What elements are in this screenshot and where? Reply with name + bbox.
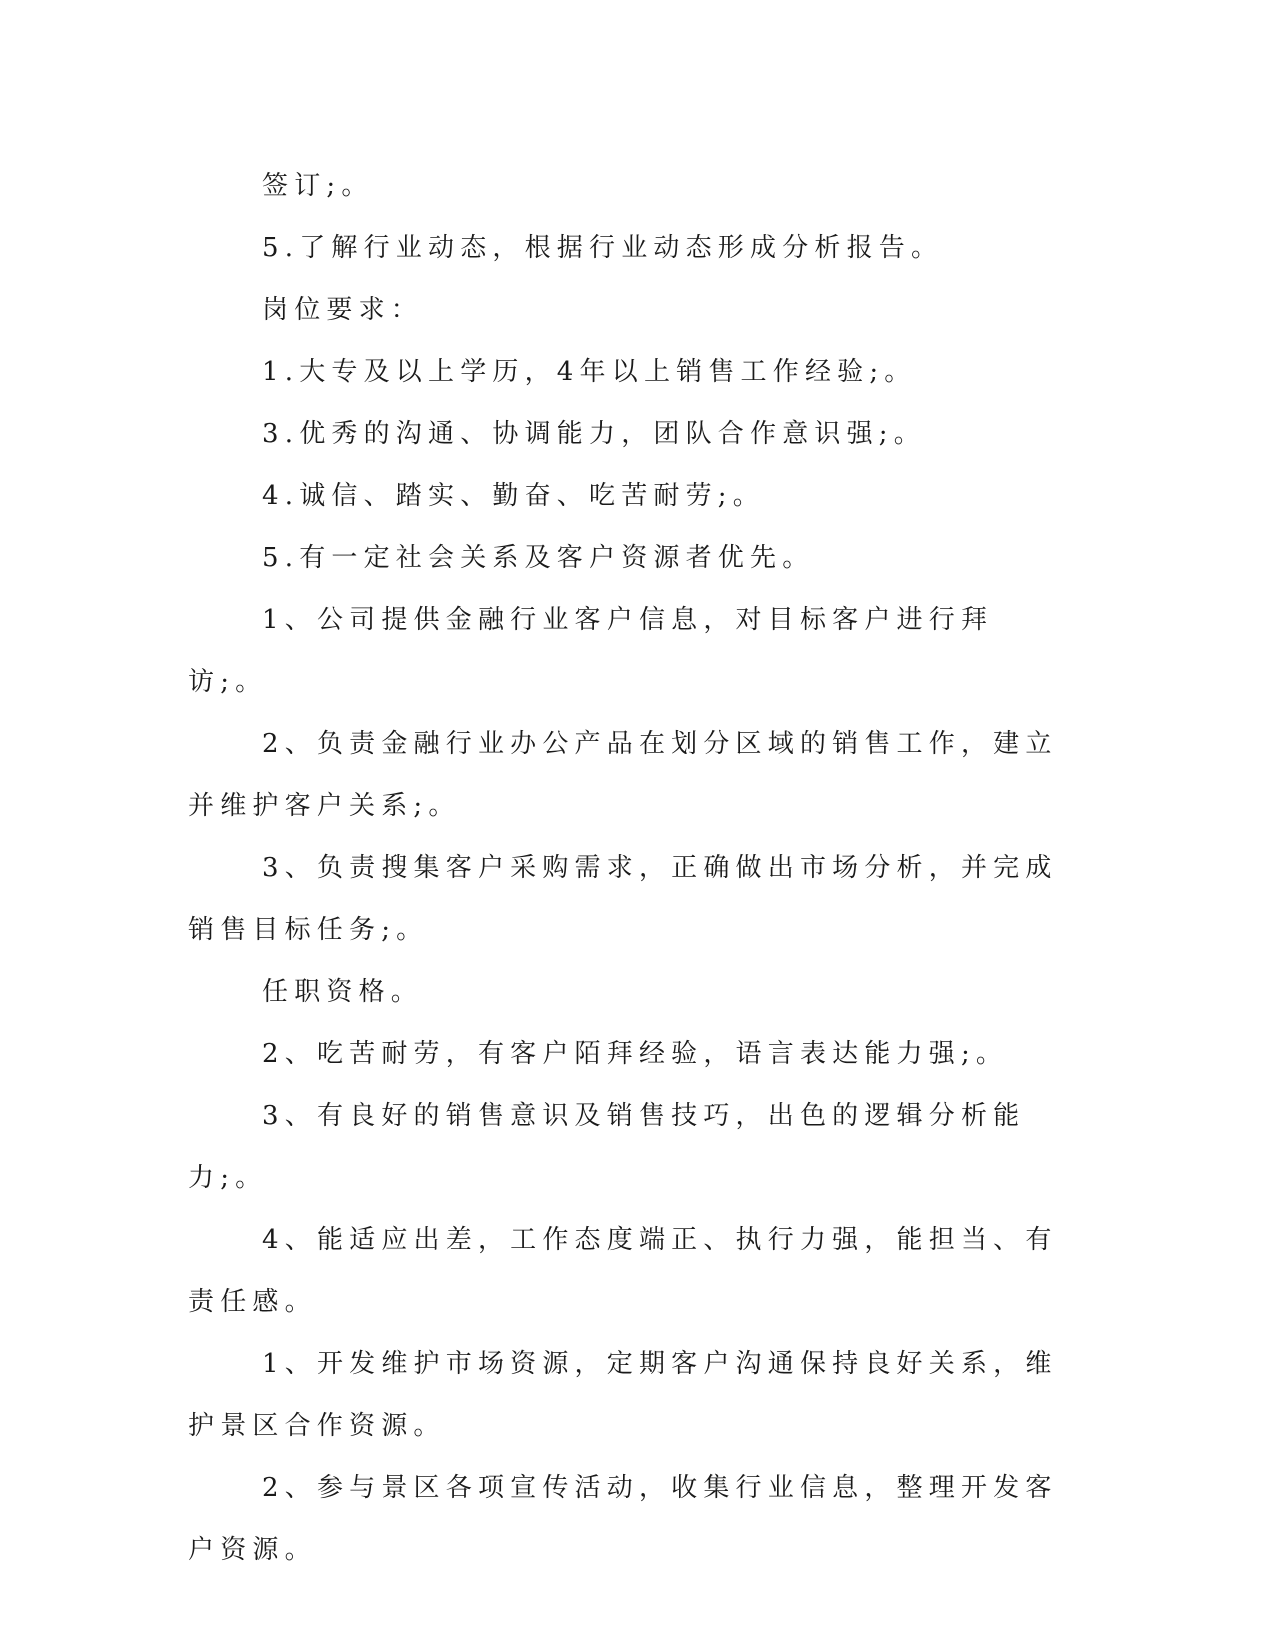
paragraph: 4.诚信、踏实、勤奋、吃苦耐劳;。	[262, 481, 765, 511]
paragraph: 5.有一定社会关系及客户资源者优先。	[262, 543, 815, 573]
paragraph: 2、吃苦耐劳，有客户陌拜经验，语言表达能力强;。	[262, 1039, 1009, 1069]
document-body	[188, 155, 1066, 1581]
paragraph: 岗位要求：	[262, 295, 424, 325]
paragraph: 2、负责金融行业办公产品在划分区域的销售工作，建立并维护客户关系;。	[188, 729, 1058, 821]
paragraph: 签订;。	[262, 171, 374, 201]
paragraph: 5.了解行业动态，根据行业动态形成分析报告。	[262, 233, 944, 263]
paragraph: 1、公司提供金融行业客户信息，对目标客户进行拜访;。	[188, 605, 994, 697]
paragraph: 4、能适应出差，工作态度端正、执行力强，能担当、有责任感。	[188, 1225, 1058, 1317]
paragraph: 2、参与景区各项宣传活动，收集行业信息，整理开发客户资源。	[188, 1473, 1058, 1565]
paragraph: 3.优秀的沟通、协调能力，团队合作意识强;。	[262, 419, 926, 449]
paragraph: 3、有良好的销售意识及销售技巧，出色的逻辑分析能力;。	[188, 1101, 1026, 1193]
paragraph: 1.大专及以上学历，4年以上销售工作经验;。	[262, 357, 917, 387]
paragraph: 1、开发维护市场资源，定期客户沟通保持良好关系，维护景区合作资源。	[188, 1349, 1058, 1441]
paragraph: 3、负责搜集客户采购需求，正确做出市场分析，并完成销售目标任务;。	[188, 853, 1058, 945]
paragraph: 任职资格。	[262, 977, 424, 1007]
